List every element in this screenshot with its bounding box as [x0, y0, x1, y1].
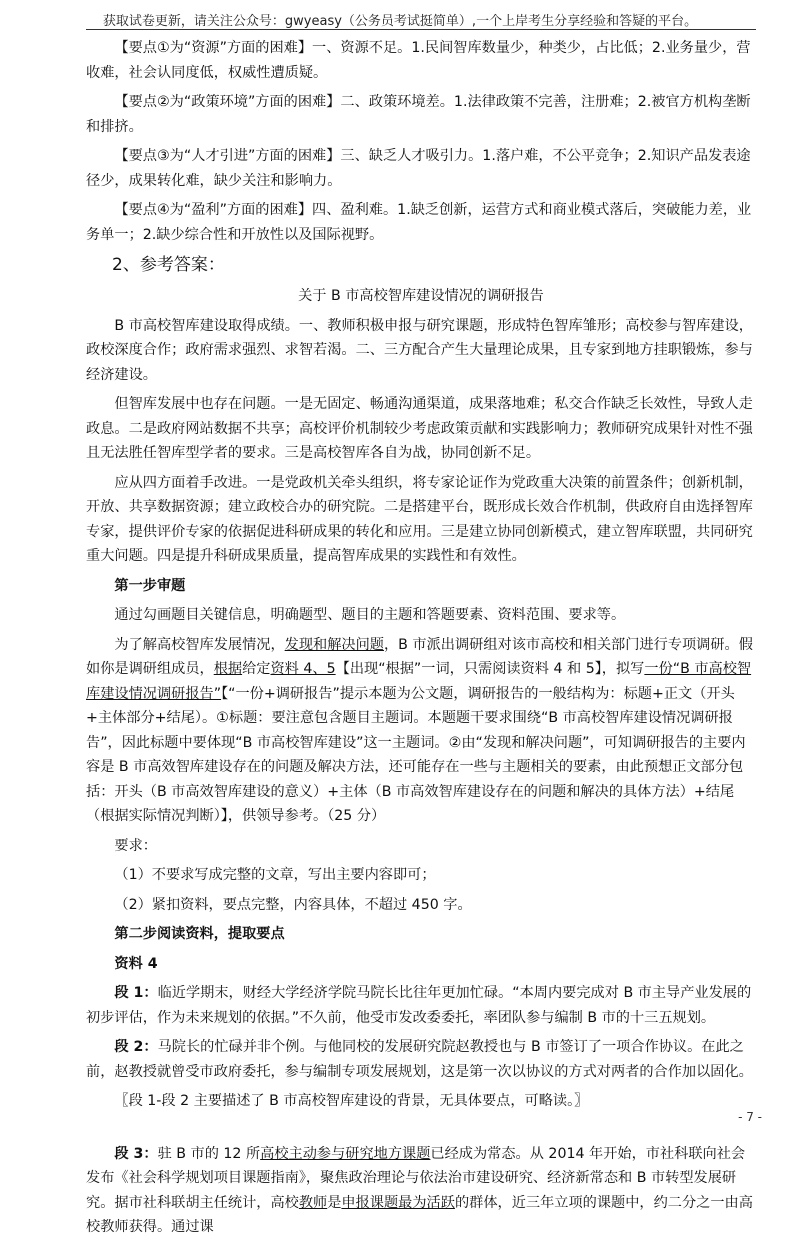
- question-part: ，B 市派出调研组对该市高校和相关部门进行专项调研。假如你是调研组成员，: [86, 636, 753, 677]
- question-part: 【“一份+调研报告”提示本题为公文题，调研报告的一般结构为：标题+正文（开头+主体部分+结尾）。①标题：要注意包含题目主题词。本题题干要求围绕“B 市高校智库建设情况调研报告”，因此标题中要体现“B 市高校智库建设”这一主题词。②由“发现和解决问题”，可知调研报告的主要内容是 B 市高效智库建设存在的问题及解决方法，还可能存在一些与主题相关的要素，由此预想正文部分包括：开头（B 市高效智库建设的意义）+主体（B 市高效智库建设存在的问题和解决的具体方法）+结尾（根据实际情况判断）】，供领导参考。（25 分）: [86, 685, 746, 824]
- point-1: 【要点①为“资源”方面的困难】一、资源不足。1.民间智库数量少，种类少，占比低；2.业务量少，营收难，社会认同度低，权威性遭质疑。: [86, 40, 751, 81]
- question-text: [86, 633, 756, 829]
- question-part: 为了解高校智库发展情况，: [114, 636, 285, 653]
- point-4: 【要点④为“盈利”方面的困难】四、盈利难。1.缺乏创新，运营方式和商业模式落后，突破能力差，业务单一；2.缺少综合性和开放性以及国际视野。: [86, 202, 752, 243]
- question-part: 给定: [242, 661, 271, 677]
- underlined-keyword: 申报课题最为活跃: [341, 1194, 455, 1211]
- segment-text: 已经成为常态。从 2014 年开始，市社科联向社会发布《社会科学规划项目课题指南》，聚焦政治理论与依法治市建设研究、经济新常态和 B 市转型发展研究。据市社科联胡主任统计，高校: [86, 1145, 746, 1211]
- step1-heading: 第一步审题: [114, 577, 186, 594]
- page-number: - 7 -: [738, 1110, 762, 1124]
- segment-text: 驻 B 市的 12 所: [157, 1145, 261, 1162]
- point-3: 【要点③为“人才引进”方面的困难】三、缺乏人才吸引力。1.落户难，不公平竞争；2.知识产品发表途径少，成果转化难，缺少关注和影响力。: [86, 148, 751, 189]
- segment-text: 的群体，近三年立项的课题中，约二分之一由高校教师获得。通过课: [86, 1194, 753, 1235]
- segment-label: 段 2：: [114, 1039, 158, 1055]
- segment-text: 是: [327, 1194, 342, 1211]
- point-2: 【要点②为“政策环境”方面的困难】二、政策环境差。1.法律政策不完善，注册难；2.被官方机构垄断和排挤。: [86, 94, 751, 135]
- requirement-item: （1）不要求写成完整的文章，写出主要内容即可；: [114, 867, 436, 883]
- report-paragraph: B 市高校智库建设取得成绩。一、教师积极申报与研究课题，形成特色智库雏形；高校参与智库建设，政校深度合作；政府需求强烈、求智若渴。二、三方配合产生大量理论成果，且专家到地方挂职锻炼，参与经济建设。: [86, 317, 753, 383]
- segment-label: 段 1：: [114, 985, 158, 1001]
- report-title: 关于 B 市高校智库建设情况的调研报告: [298, 288, 544, 304]
- page-header: 获取试卷更新，请关注公众号：gwyeasy（公务员考试挺简单）,一个上岸考生分享经验和答疑的平台。: [102, 14, 698, 29]
- answer-heading: 2、参考答案：: [112, 255, 225, 275]
- report-paragraph: 但智库发展中也存在问题。一是无固定、畅通沟通渠道，成果落地难；私交合作缺乏长效性，导致人走政息。二是政府网站数据不共享；高校评价机制较少考虑政策贡献和实践影响力；教师研究成果针对性不强且无法胜任智库型学者的要求。三是高校智库各自为战，协同创新不足。: [86, 396, 753, 461]
- step1-intro: 通过勾画题目关键信息，明确题型、题目的主题和答题要素、资料范围、要求等。: [114, 607, 626, 623]
- material-label: 资料 4: [114, 955, 158, 972]
- question-part: 【出现“根据”一词，只需阅读资料 4 和 5】，拟写: [335, 661, 645, 677]
- requirements-title: 要求：: [114, 837, 157, 854]
- segment-text: 马院长的忙碌并非个例。与他同校的发展研究院赵教授也与 B 市签订了一项合作协议。在此之前，赵教授就曾受市政府委托，参与编制专项发展规划，这是第一次以协议的方式对两者的合作加以固化。: [86, 1039, 753, 1080]
- underlined-keyword: 根据: [213, 661, 243, 677]
- segment-1: [86, 981, 756, 1030]
- step2-heading: 第二步阅读资料，提取要点: [114, 926, 285, 942]
- segment-label: 段 3：: [114, 1145, 158, 1162]
- underlined-keyword: 教师: [298, 1194, 328, 1211]
- header-divider: [86, 29, 756, 30]
- segment-2: [86, 1035, 756, 1084]
- segment-3: [86, 1142, 756, 1240]
- underlined-keyword: 发现和解决问题: [284, 636, 384, 653]
- underlined-keyword: 一份“B 市高校智库建设情况调研报告”: [86, 661, 752, 702]
- requirement-item: （2）紧扣资料，要点完整，内容具体，不超过 450 字。: [114, 896, 472, 913]
- segment-text: 临近学期末，财经大学经济学院马院长比往年更加忙碌。“本周内要完成对 B 市主导产业发展的初步评估，作为未来规划的依据。”不久前，他受市发改委委托，率团队参与编制 B 市的十三五规划。: [86, 985, 752, 1026]
- report-paragraph: 应从四方面着手改进。一是党政机关牵头组织，将专家论证作为党政重大决策的前置条件；创新机制，开放、共享数据资源；建立政校合办的研究院。二是搭建平台，既形成长效合作机制，供政府自由选择智库专家，提供评价专家的依据促进科研成果的转化和应用。三是建立协同创新模式，建立智库联盟，共同研究重大问题。四是提升科研成果质量，提高智库成果的实践性和有效性。: [86, 474, 753, 564]
- document-body: [86, 36, 756, 1240]
- underlined-keyword: 高校主动参与研究地方课题: [260, 1145, 431, 1162]
- underlined-keyword: 资料 4、5: [270, 661, 336, 677]
- segment-note: 〖段 1-段 2 主要描述了 B 市高校智库建设的背景，无具体要点，可略读。〗: [114, 1093, 589, 1109]
